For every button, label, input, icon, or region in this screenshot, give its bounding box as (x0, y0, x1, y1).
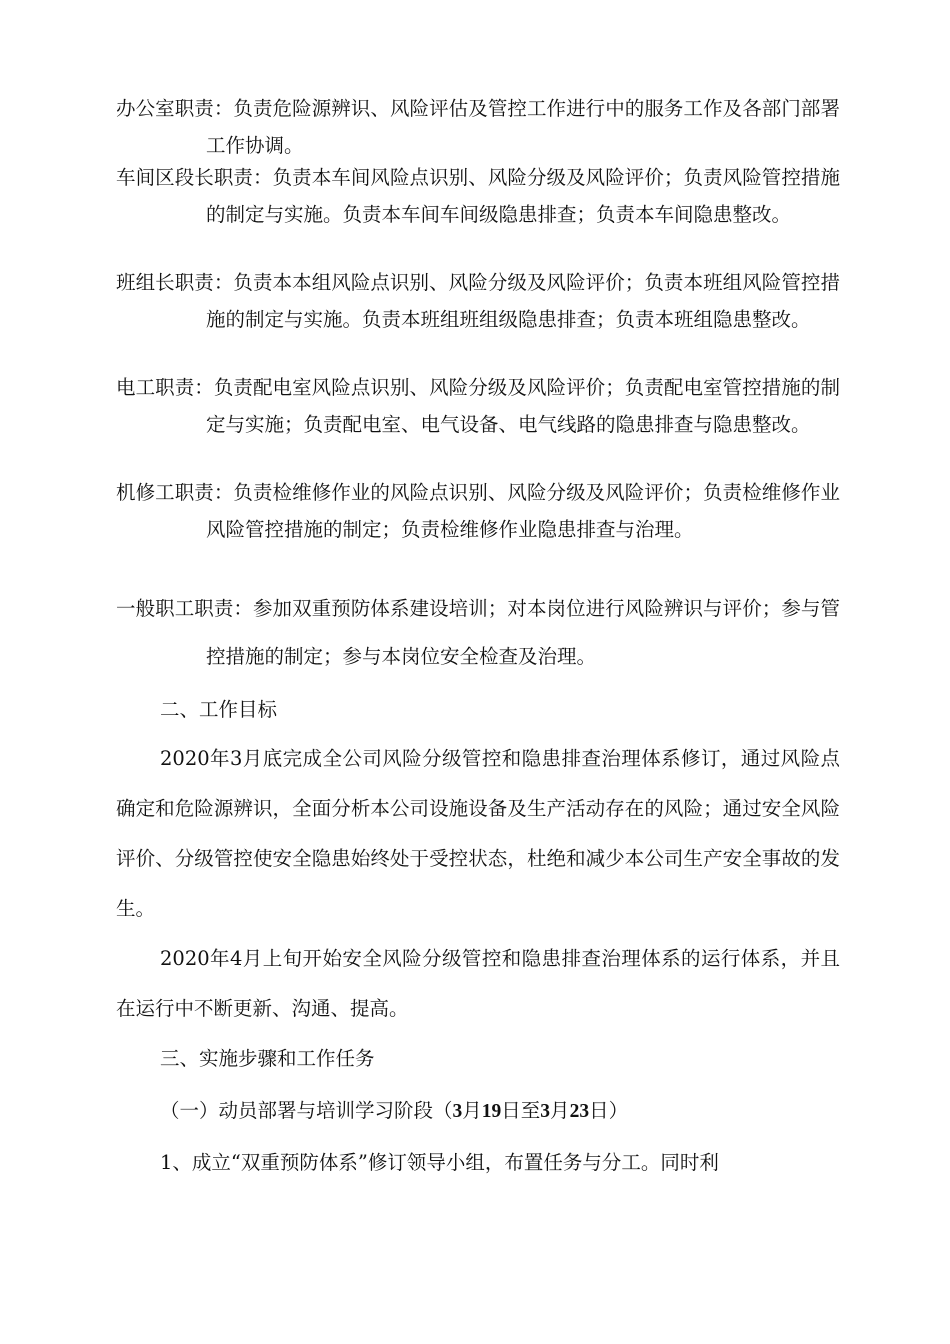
duty-label: 办公室职责： (116, 97, 234, 120)
duty-general-staff (116, 585, 840, 681)
goal-paragraph-1: 2020年3月底完成全公司风险分级管控和隐患排查治理体系修订，通过风险点确定和危险源辨识，全面分析本公司设施设备及生产活动存在的风险；通过安全风险评价、分级管控使安全隐患始终处于受控状态，杜绝和减少本公司生产安全事故的发生。 (116, 747, 840, 920)
duty-label: 车间区段长职责： (116, 166, 273, 189)
goal-paragraph-2: 2020年4月上旬开始安全风险分级管控和隐患排查治理体系的运行体系，并且在运行中不断更新、沟通、提高。 (116, 947, 840, 1020)
duty-mechanic (116, 474, 840, 548)
duty-office (116, 90, 840, 164)
duty-text: 负责本车间风险点识别、风险分级及风险评价；负责风险管控措施的制定与实施。负责本车间车间级隐患排查；负责本车间隐患整改。 (206, 166, 840, 226)
duty-label: 班组长职责： (116, 271, 234, 294)
duty-text: 负责本本组风险点识别、风险分级及风险评价；负责本班组风险管控措施的制定与实施。负责本班组班组级隐患排查；负责本班组隐患整改。 (206, 271, 840, 331)
duty-text: 参加双重预防体系建设培训；对本岗位进行风险辨识与评价；参与管控措施的制定；参与本岗位安全检查及治理。 (206, 597, 840, 668)
duty-text: 负责危险源辨识、风险评估及管控工作进行中的服务工作及各部门部署工作协调。 (206, 97, 840, 157)
section-heading-implementation: 三、实施步骤和工作任务 (160, 1047, 375, 1070)
step-item-1: 1、成立“双重预防体系”修订领导小组，布置任务与分工。同时利 (160, 1151, 719, 1174)
duty-label: 一般职工职责： (116, 597, 253, 620)
section-heading-work-goals: 二、工作目标 (160, 698, 278, 721)
duty-label: 机修工职责： (116, 481, 234, 504)
stage-heading-mobilization: （一）动员部署与培训学习阶段（3月19日至3月23日） (160, 1099, 629, 1122)
duty-text: 负责配电室风险点识别、风险分级及风险评价；负责配电室管控措施的制定与实施；负责配电室、电气设备、电气线路的隐患排查与隐患整改。 (206, 376, 840, 436)
duty-text: 负责检维修作业的风险点识别、风险分级及风险评价；负责检维修作业风险管控措施的制定；负责检维修作业隐患排查与治理。 (206, 481, 840, 541)
duty-team-leader (116, 264, 840, 338)
duty-workshop-section-chief (116, 159, 840, 233)
duty-label: 电工职责： (116, 376, 214, 399)
duty-electrician (116, 369, 840, 443)
